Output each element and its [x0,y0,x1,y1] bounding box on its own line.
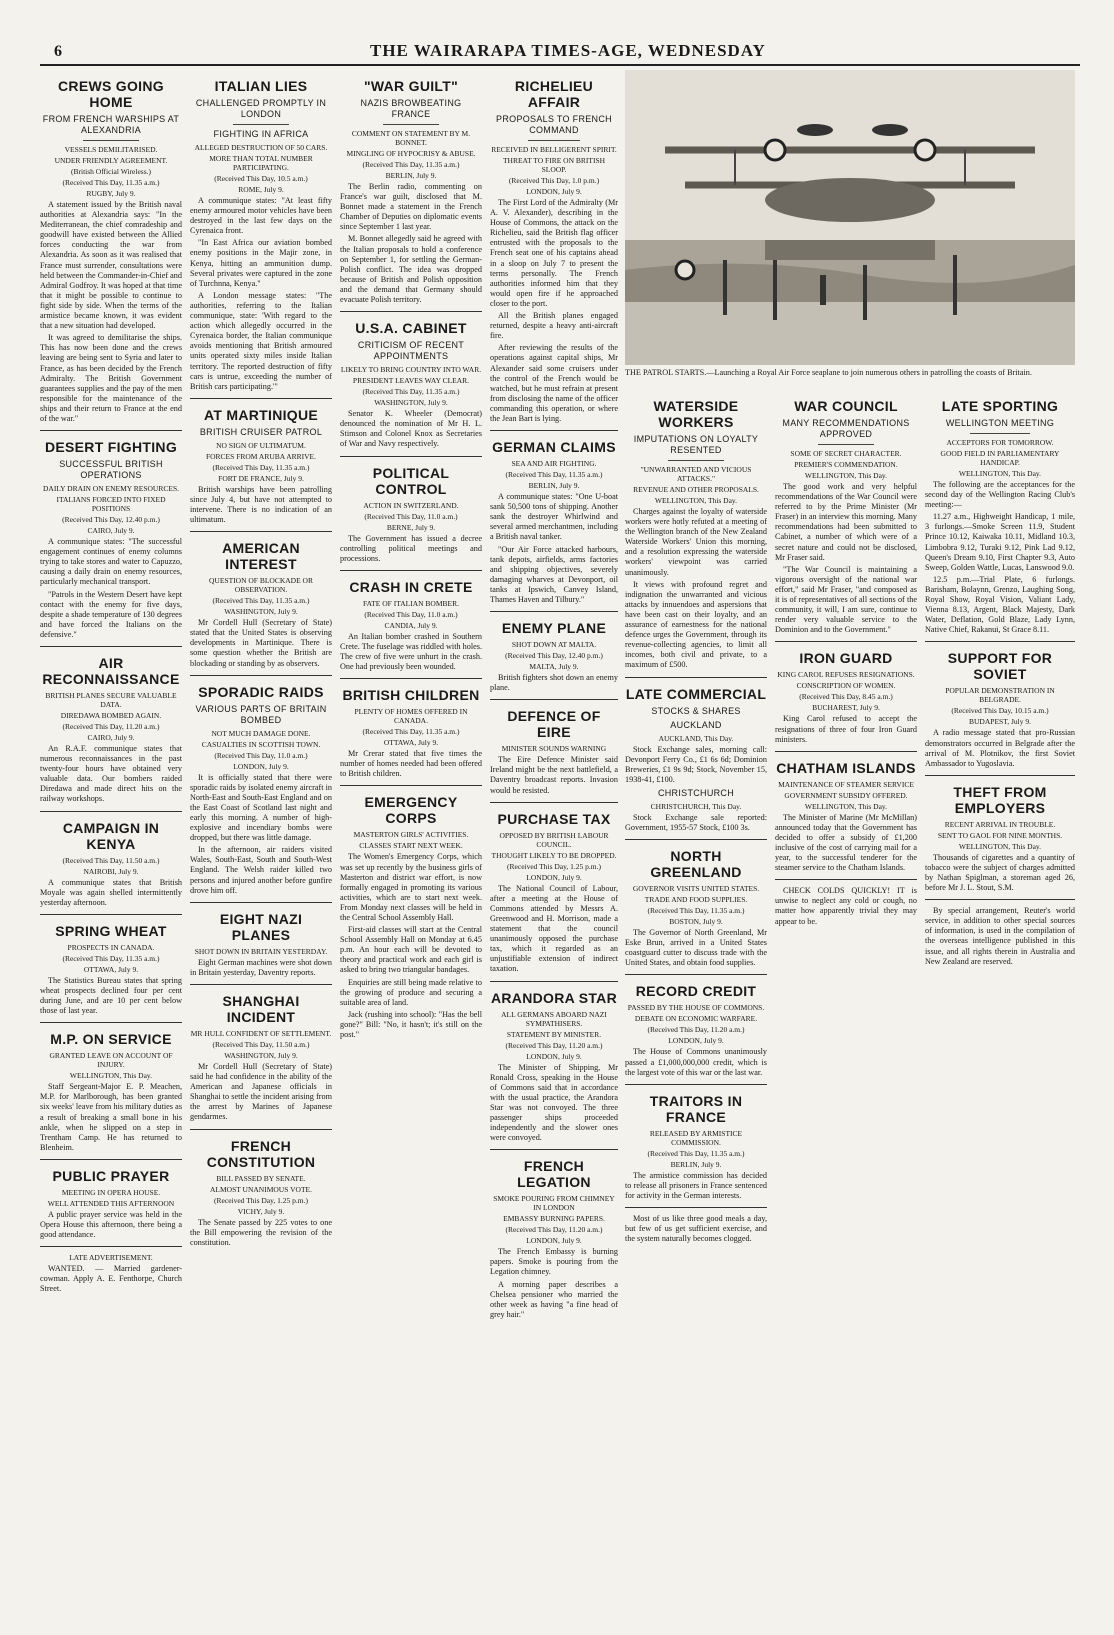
article-rule [40,1246,182,1247]
divider [233,124,290,125]
article-rule [925,775,1075,776]
dateline: VICHY, July 9. [237,1206,285,1216]
dateline: MALTA, July 9. [529,662,579,672]
headline-richelieu-affair: RICHELIEU AFFAIR [514,78,594,110]
dateline: FORT DE FRANCE, July 9. [218,473,304,483]
article-paragraph: It is officially stated that there were sporadic raids by isolated enemy aircraft in North-East and South-East England and on the East Coast of Scotland last night and early this morning. A number of high-explosive and incendiary bombs were dropped, but there was little damage. [190,772,332,843]
late-advertisement-heading: LATE ADVERTISEMENT. [69,1253,153,1263]
headline-waterside-workers: WATERSIDE WORKERS [653,398,739,430]
received-line: (Received This Day, 8.45 a.m.) [799,692,893,702]
received-line: (Received This Day, 11.20 a.m.) [62,722,160,731]
article-paragraph: The French Embassy is burning papers. Smoke is pouring from the Legation chimney. [490,1247,618,1277]
received-line: (Received This Day, 11.20 a.m.) [505,1225,603,1235]
headline-chatham-islands: CHATHAM ISLANDS [776,759,916,776]
subhead-small: PREMIER'S COMMENDATION. [794,460,898,469]
headline-sporadic-raids: SPORADIC RAIDS [198,683,324,700]
column-4 [490,70,618,1630]
article-paragraph: The Minister of Shipping, Mr Ronald Cross, speaking in the House of Commons said that in accordance with the usual practice, the Arandora Star was not convoyed. The three passenger ships proceeded independently and the slower ones were convoyed. [490,1062,618,1143]
subhead-small: FATE OF ITALIAN BOMBER. [363,598,459,608]
subhead: MANY RECOMMENDATIONS APPROVED [782,418,910,439]
subhead-small: CASUALTIES IN SCOTTISH TOWN. [201,739,321,749]
headline-late-sporting: LATE SPORTING [941,398,1059,414]
article-paragraph: An R.A.F. communique states that numerous reconnaissances in the past twenty-four hours have obtained very valuable data. Our bombers raided Diredawa and made direct hits on the railway workshops. [40,744,182,804]
article-paragraph: A communique states that British Moyale was again shelled intermittently yesterday afternoon. [40,877,182,907]
subhead-small: BILL PASSED BY SENATE. [216,1173,306,1183]
dateline: RUGBY, July 9. [86,189,136,198]
received-line: (Received This Day, 11.35 a.m.) [505,470,603,480]
divider [818,444,875,445]
classified-ad: WANTED. — Married gardener-cowman. Apply A. E. Fenthorpe, Church Street. [40,1264,182,1294]
article-rule [40,1159,182,1160]
article-paragraph: Jack (rushing into school): "Has the bell gone?" Bill: "No, it hasn't; it's still on the post." [340,1009,482,1040]
article-paragraph: All the British planes engaged returned, despite a heavy anti-aircraft fire. [490,311,618,341]
subhead-small: PROSPECTS IN CANADA. [67,942,155,952]
subhead-small: DAILY DRAIN ON ENEMY RESOURCES. [43,484,179,494]
received-line: (Received This Day, 11.0 a.m.) [364,511,458,521]
article-paragraph: A radio message stated that pro-Russian demonstrators occurred in Belgrade after the arrival of M. Plotnikov, the first Soviet Ambassador to Yugoslavia. [925,728,1075,768]
subhead-small: KING CAROL REFUSES RESIGNATIONS. [777,670,915,680]
subhead-small: GOVERNMENT SUBSIDY OFFERED. [784,790,908,800]
article-rule [340,456,482,457]
column-3 [340,70,482,1630]
headline-public-prayer: PUBLIC PRAYER [52,1167,170,1184]
article-paragraph: Mr Cordell Hull (Secretary of State) said he had confidence in the ability of the American and Japanese officials in Shanghai to settle the incident arising from the arrest by Marines of Japanese gendarmes. [190,1061,332,1122]
headline-enemy-plane: ENEMY PLANE [501,620,607,637]
subhead-small: MEETING IN OPERA HOUSE. [61,1187,161,1197]
headline-war-guilt: "WAR GUILT" [363,78,459,94]
article-paragraph: A statement issued by the British naval authorities at Alexandria says: "In the Mediterranean, the chief comradeship and goodwill have existed between the Allied forces conducting the war from Alexandria. As soon as it was realised that France must surrender, consultations were held between the Commander-in-Chief and Admiral Godfroy. It was hoped at that time that it might be possible to continue to fight side by side. When the terms of the armistice became known, it was evident that a new situation had developed. [40,200,182,331]
divider [383,124,440,125]
dateline: LONDON, July 9. [526,872,582,882]
article-paragraph: It was agreed to demilitarise the ships. This has now been done and the crews leaving are being sent to Syria and later to France, as has been decided by the French Admiralty. The British Government guarantees supplies and the pay of the men responsible for the maintenance of the ships and their return to France at the end of the war." [40,333,182,423]
subhead-small: SHOT DOWN AT MALTA. [511,640,597,650]
subhead-small: SEA AND AIR FIGHTING. [511,459,597,469]
article-paragraph: A London message states: "The authorities, referring to the Italian communique, state: 'With regard to the action which allegedly occurred in the Cyrenaica border, the Italian communique avoids mentioning that British armoured units operated sixty miles inside Italian territory. The reported destruction of fifty cars is untrue, exceeding the number of British cars participating.'" [190,290,332,391]
article-paragraph: Thousands of cigarettes and a quantity of tobacco were the subject of charges admitted by Nathan Spiglman, a storeman aged 26, before Mr J. L. Stout, S.M. [925,852,1075,893]
received-line: (Received This Day, 11.35 a.m.) [362,160,460,169]
article-paragraph: M. Bonnet allegedly said he agreed with the Italian proposals to hold a conference on September 1, for settling the German-Polish conflict. The idea was dropped because of British and Polish opposition and the demand that Germany should evacuate Polish territory. [340,234,482,305]
article-rule [340,678,482,679]
article-rule [190,1129,332,1130]
subhead-small: LIKELY TO BRING COUNTRY INTO WAR. [340,365,482,375]
copyright-notice: By special arrangement, Reuter's world service, in addition to other special sources of information, is used in the compilation of the overseas intelligence published in this issue, and all rights therein in Australia and New Zealand are reserved. [925,906,1075,966]
article-paragraph: After reviewing the results of the operations against capital ships, Mr Alexander said some cruisers under the control of the French would be watched, but he must refrain at present from disclosing the name of the officer commanding this operation, or where the Jean Bart is lying. [490,343,618,423]
headline-at-martinique: AT MARTINIQUE [203,406,319,423]
subhead: IMPUTATIONS ON LOYALTY RESENTED [633,434,759,455]
dateline: WELLINGTON, This Day. [958,841,1042,851]
article-paragraph: Senator K. Wheeler (Democrat) denounced the nomination of Mr H. L. Stimson and Colonel Knox as Secretaries of War and Navy respectively. [340,409,482,449]
dateline: WASHINGTON, July 9. [224,1050,298,1060]
dateline: WELLINGTON, This Day. [654,496,738,505]
received-line: (Received This Day, 11.50 a.m.) [62,855,160,865]
subhead-small: "UNWARRANTED AND VICIOUS ATTACKS." [640,465,752,483]
dateline: LONDON, July 9. [526,1051,582,1061]
dateline: BUDAPEST, July 9. [969,717,1031,727]
received-line: (Received This Day, 10.5 a.m.) [214,174,308,183]
subhead-small: ALL GERMANS ABOARD NAZI SYMPATHISERS. [501,1009,607,1028]
dateline: WELLINGTON, This Day. [804,801,888,811]
subhead: VARIOUS PARTS OF BRITAIN BOMBED [195,703,327,725]
headline-desert-fighting: DESERT FIGHTING [44,439,178,456]
subhead-small: RELEASED BY ARMISTICE COMMISSION. [649,1128,743,1147]
article-paragraph: British warships have been patrolling since July 4, but have not attempted to intervene. There is no indication of an ultimatum. [190,484,332,525]
received-line: (Received This Day, 11.35 a.m.) [647,906,745,916]
subhead-small: TRADE AND FOOD SUPPLIES. [644,895,748,905]
subhead-small: MR HULL CONFIDENT OF SETTLEMENT. [190,1028,332,1038]
article-rule [340,785,482,786]
article-rule [190,675,332,676]
received-line: (Received This Day, 11.50 a.m.) [212,1039,310,1049]
subhead-small: BRITISH PLANES SECURE VALUABLE DATA. [45,691,177,709]
received-line: (Received This Day, 10.15 a.m.) [951,706,1049,716]
column-1 [40,70,182,1630]
subhead-small: PRESIDENT LEAVES WAY CLEAR. [352,376,470,386]
divider [970,433,1030,434]
article-paragraph: The following are the acceptances for the second day of the Wellington Racing Club's meeting:— [925,480,1075,510]
received-line: (Received This Day, 1.25 p.m.) [214,1195,308,1205]
article-rule [340,570,482,571]
dateline: LONDON, July 9. [233,761,289,771]
subhead-small: PASSED BY THE HOUSE OF COMMONS. [627,1003,765,1013]
subhead-small: ALMOST UNANIMOUS VOTE. [209,1184,313,1194]
headline-crash-in-crete: CRASH IN CRETE [349,578,473,595]
article-paragraph: The Senate passed by 225 votes to one the Bill empowering the revision of the constitution. [190,1217,332,1247]
headline-support-for-soviet: SUPPORT FOR SOVIET [947,650,1053,683]
article-rule [190,398,332,399]
article-paragraph: The Berlin radio, commenting on France's war guilt, disclosed that M. Bonnet made a statement in the French Chamber of Deputies on diplomatic events since September 1 last year. [340,182,482,232]
subhead-small: NOT MUCH DAMAGE DONE. [211,728,311,738]
subhead-small: THOUGHT LIKELY TO BE DROPPED. [491,850,617,860]
column-7 [925,390,1075,1630]
article-rule [625,677,767,678]
dateline: WELLINGTON, This Day. [804,471,888,480]
subhead-small: MINISTER SOUNDS WARNING [501,744,607,754]
article-rule [40,811,182,812]
column-5 [625,390,767,1630]
headline-british-children: BRITISH CHILDREN [342,687,480,704]
article-paragraph: It views with profound regret and indignation the unwarranted and vicious attacks by innuendoes and aspersions that have been cast on their loyalty, and an assurance of earnestness for the national defence urges the Government, through its revenue-collecting agencies, to limit all incomes, both civil and private, to a maximum of £500. [625,579,767,670]
article-rule [625,974,767,975]
headline-purchase-tax: PURCHASE TAX [497,810,611,827]
article-rule [775,751,917,752]
headline-war-council: WAR COUNCIL [794,398,898,414]
divider [668,460,725,461]
article-paragraph: Stock Exchange sale reported: Government, 1955-57 Stock, £100 3s. [625,812,767,832]
article-paragraph: In the afternoon, air raiders visited Wales, South-East, South and South-West England. The Welsh raider killed two persons and injured another before gunfire drove him off. [190,845,332,895]
headline-political-control: POLITICAL CONTROL [372,464,450,497]
article-paragraph: Charges against the loyalty of waterside workers were hotly refuted at a meeting of the Wellington branch of the New Zealand Waterside Workers' Union this morning, and a resolution expressing the waterside workers' viewpoint was carried unanimously. [625,507,767,577]
dateline: ROME, July 9. [238,185,284,194]
subhead-small: ITALIANS FORCED INTO FIXED POSITIONS [56,495,166,514]
dateline: WELLINGTON, This Day. [69,1071,153,1081]
dateline: BERLIN, July 9. [670,1159,722,1169]
article-paragraph: The National Council of Labour, after a meeting at the House of Commons attended by Messrs A. Greenwood and H. Morrison, made a statement that the council unanimously opposed the purchase tax, which it regarded as an unjustifiable extension of indirect taxation. [490,883,618,974]
subhead-small: EMBASSY BURNING PAPERS. [503,1214,605,1224]
headline-shanghai-incident: SHANGHAI INCIDENT [222,992,300,1025]
dateline: CAIRO, July 9. [87,526,135,536]
article-paragraph: First-aid classes will start at the Central School Assembly Hall on Monday at 6.45 p.m. An hour each will be devoted to theory and practical work and each girl is asked to bring two triangular bandages. [340,925,482,975]
article-paragraph: "Our Air Force attacked harbours, tank depots, airfields, arms factories and shipping objectives, severely damaging wharves at Devonport, oil tanks at Ipswich, Canvey Island, Thames Haven and Tilbury." [490,544,618,604]
dateline: LONDON, July 9. [526,1236,582,1246]
subhead-small: OPPOSED BY BRITISH LABOUR COUNCIL. [499,830,609,849]
dateline: CAIRO, July 9. [87,733,135,742]
credit-line: (British Official Wireless.) [70,167,152,176]
subhead: AUCKLAND [670,719,722,730]
dateline: BUCHAREST, July 9. [812,703,880,713]
dateline: WASHINGTON, July 9. [374,398,448,408]
advertisement-paragraph: CHECK COLDS QUICKLY! IT is unwise to neglect any cold or cough, no matter how apparently trivial they may appear to be. [775,886,917,926]
subhead-small: FORCES FROM ARUBA ARRIVE. [205,451,317,461]
dateline: LONDON, July 9. [668,1036,724,1046]
received-line: (Received This Day, 11.35 a.m.) [647,1148,745,1158]
received-line: (Received This Day, 11.0 a.m.) [214,750,308,760]
headline-iron-guard: IRON GUARD [799,650,893,667]
dateline: WASHINGTON, July 9. [224,607,298,617]
dateline: BERLIN, July 9. [528,481,580,491]
subhead-small: QUESTION OF BLOCKADE OR OBSERVATION. [209,576,313,595]
article-paragraph: "The War Council is maintaining a vigorous oversight of the national war effort," said Mr Fraser, "and composed as it is of representatives of all sections of the community, it will, I am sure, continue to render very valuable service to the Dominion and to the Government." [775,564,917,635]
article-rule [40,646,182,647]
received-line: (Received This Day, 1.0 p.m.) [508,176,600,185]
headline-late-commercial: LATE COMMERCIAL [625,685,767,702]
article-rule [925,899,1075,900]
subhead-small: SENT TO GAOL FOR NINE MONTHS. [937,830,1063,840]
dateline: BERLIN, July 9. [385,171,437,180]
article-rule [190,902,332,903]
subhead-small: ACCEPTORS FOR TOMORROW. [946,438,1054,447]
subhead: PROPOSALS TO FRENCH COMMAND [496,114,612,135]
dateline: CANDIA, July 9. [384,620,438,630]
subhead: FROM FRENCH WARSHIPS AT ALEXANDRIA [42,114,180,135]
subhead-small: SOME OF SECRET CHARACTER. [790,449,902,458]
headline-defence-of-eire: DEFENCE OF EIRE [507,708,601,741]
subhead-small: VESSELS DEMILITARISED. [64,145,158,154]
article-rule [40,914,182,915]
subhead-small: ALLEGED DESTRUCTION OF 50 CARS. [194,143,328,152]
article-paragraph: The Eire Defence Minister said Ireland might be the next battlefield, a Daventry broadcast reports. Invasion would be resisted. [490,755,618,795]
received-line: (Received This Day, 12.40 p.m.) [62,515,160,525]
article-paragraph: The Minister of Marine (Mr McMillan) announced today that the Government has decided to offer a subsidy of £1,200 inclusive of the cost of carrying mail for a year, to the successful tenderer for the steamer service to the Chatham Islands. [775,812,917,873]
headline-campaign-in-kenya: CAMPAIGN IN KENYA [62,819,160,852]
article-paragraph: The House of Commons unanimously passed a £1,000,000,000 credit, which is the largest vote of this war or the last war. [625,1047,767,1077]
article-paragraph: King Carol refused to accept the resignations of three of four Iron Guard ministers. [775,714,917,744]
article-paragraph: A morning paper describes a Chelsea pensioner who married the other week as having "a fine head of grey hair." [490,1279,618,1319]
subhead: NAZIS BROWBEATING FRANCE [360,98,462,119]
subhead-small: DEBATE ON ECONOMIC WARFARE. [634,1014,758,1024]
subhead: CHALLENGED PROMPTLY IN LONDON [195,98,327,119]
dateline: CHRISTCHURCH, This Day. [650,801,742,811]
headline-air-reconnaissance: AIR RECONNAISSANCE [42,655,180,687]
received-line: (Received This Day, 11.20 a.m.) [647,1025,745,1035]
article-rule [190,984,332,985]
subhead-small: GRANTED LEAVE ON ACCOUNT OF INJURY. [49,1051,173,1070]
article-rule [490,430,618,431]
article-paragraph: The Women's Emergency Corps, which was set up recently by the business girls of Masterton and district war effort, is now formally engaged in promoting its various activities, which are to start next week. From Monday next classes will be held in the Central School Assembly Hall. [340,852,482,922]
article-rule [625,839,767,840]
page-number: 6 [54,43,62,60]
subhead-small: WELL ATTENDED THIS AFTERNOON [47,1198,175,1208]
article-paragraph: The Statistics Bureau states that spring wheat prospects declined four per cent during June, and are 10 per cent below those of last year. [40,975,182,1016]
newspaper-title: THE WAIRARAPA TIMES-AGE, WEDNESDAY [370,41,766,60]
dateline: OTTAWA, July 9. [83,964,139,974]
subhead-small: NO SIGN OF ULTIMATUM. [216,440,306,450]
article-paragraph: 12.5 p.m.—Trial Plate, 6 furlongs. Barisham, Bolaynn, Grenzo, Laughing Song, Royal Show, Royal Vision, Valiant Lady, Vienna 8.13, Argent, Black Majesty, Dark Water, Deflation, Gold Blaze, Lady Lynn, Native Chief, Rakanui, St Grace 8.11. [925,574,1075,635]
subhead-small: MINGLING OF HYPOCRISY & ABUSE. [346,149,476,158]
headline-eight-nazi-planes: EIGHT NAZI PLANES [219,910,303,943]
article-rule [490,802,618,803]
received-line: (Received This Day, 11.35 a.m.) [62,178,160,187]
article-paragraph: A communique states: "At least fifty enemy armoured motor vehicles have been destroyed in the last few days on the Cyrenaica front. [190,196,332,236]
article-paragraph: Stock Exchange sales, morning call: Devonport Ferry Co., £1 6s 6d; Dominion Breweries, £1 9s 9d; Stock, November 15, 1938-41, £100. [625,744,767,784]
article-paragraph: Eight German machines were shot down in Britain yesterday, Daventry reports. [190,957,332,977]
dateline: AUCKLAND, This Day. [658,733,734,743]
subhead-small: ACTION IN SWITZERLAND. [363,500,459,510]
subhead-small: THREAT TO FIRE ON BRITISH SLOOP. [502,156,606,174]
dateline: BERNE, July 9. [386,522,436,532]
article-paragraph: The good work and very helpful recommendations of the War Council were referred to by the Prime Minister (Mr Fraser) in an interview this morning. Many recommendations had been submitted to Cabinet, a number of which were of a secret nature and could not be disclosed, Mr Fraser said. [775,482,917,562]
article-paragraph: The Government has issued a decree controlling political meetings and processions. [340,533,482,563]
subhead: BRITISH CRUISER PATROL [199,426,323,437]
subhead-small: STATEMENT BY MINISTER. [506,1029,602,1039]
article-rule [490,699,618,700]
article-rule [340,311,482,312]
article-rule [40,1022,182,1023]
subhead: CRITICISM OF RECENT APPOINTMENTS [357,340,465,362]
headline-traitors-in-france: TRAITORS IN FRANCE [649,1092,743,1125]
article-paragraph: A communique states: "The successful engagement continues of enemy columns trying to take stores and water to Capuzzo, causing a daily drain on enemy resources, particularly mechanical transport. [40,537,182,587]
headline-north-greenland: NORTH GREENLAND [650,848,742,881]
subhead-small: GOVERNOR VISITS UNITED STATES. [632,884,760,894]
headline-usa-cabinet: U.S.A. CABINET [355,320,467,337]
dateline: OTTAWA, July 9. [383,738,439,748]
subhead-small: REVENUE AND OTHER PROPOSALS. [633,485,759,494]
headline-record-credit: RECORD CREDIT [635,983,757,1000]
subhead: STOCKS & SHARES [651,705,741,716]
headline-american-interest: AMERICAN INTEREST [222,540,300,573]
headline-emergency-corps: EMERGENCY CORPS [364,794,458,827]
received-line: (Received This Day, 11.0 a.m.) [364,609,458,619]
subhead-small: COMMENT ON STATEMENT BY M. BONNET. [351,129,471,147]
subhead-small: SMOKE POURING FROM CHIMNEY IN LONDON [493,1194,615,1213]
headline-italian-lies: ITALIAN LIES [214,78,308,94]
advertisement-paragraph: Most of us like three good meals a day, but few of us get sufficient exercise, and the system naturally becomes clogged. [625,1214,767,1244]
subhead-small: CONSCRIPTION OF WOMEN. [796,681,896,691]
article-paragraph: "In East Africa our aviation bombed enemy positions in the Majir zone, in Kenya, hitting an ammunition dump. Several privates were captured in the zone of Turchnna, Kenya." [190,238,332,288]
dateline: BOSTON, July 9. [669,917,723,927]
seaplane-photo [625,70,1075,365]
masthead [40,38,1080,62]
dateline: WELLINGTON, This Day. [958,469,1042,478]
subhead-small: MASTERTON GIRLS' ACTIVITIES. [353,830,469,840]
subhead-small: POPULAR DEMONSTRATION IN BELGRADE. [945,686,1055,705]
photo-caption: THE PATROL STARTS.—Launching a Royal Air Force seaplane to join numerous others in patrolling the coasts of Britain. [625,368,1032,377]
headline-arandora-star: ARANDORA STAR [490,989,617,1006]
article-paragraph: A public prayer service was held in the Opera House this afternoon, there being a good attendance. [40,1209,182,1240]
article-rule [490,611,618,612]
headline-german-claims: GERMAN CLAIMS [492,439,616,456]
article-paragraph: A communique states: "One U-boat sank 50,500 tons of shipping. Another sank the destroyer Whirlwind and several armed merchantmen, including a British naval tanker. [490,492,618,542]
subhead-small: CLASSES START NEXT WEEK. [359,841,463,851]
article-paragraph: The Governor of North Greenland, Mr Eske Brun, arrived in a United States coastguard cutter to discuss trade with the United States, and obtain food supplies. [625,928,767,968]
article-paragraph: Staff Sergeant-Major E. P. Meachen, M.P. for Marlborough, has been granted six weeks' leave from his military duties as a result of breaking a small bone in his ankle, when he slipped on a step in Trentham Camp. He has returned to Blenheim. [40,1082,182,1152]
article-rule [40,430,182,431]
divider [83,140,140,141]
received-line: (Received This Day, 1.25 p.m.) [507,861,601,871]
article-rule [925,641,1075,642]
article-rule [775,879,917,880]
received-line: (Received This Day, 11.35 a.m.) [212,596,310,606]
subhead-small: DIREDAWA BOMBED AGAIN. [60,711,162,720]
article-paragraph: An Italian bomber crashed in Southern Crete. The fuselage was riddled with holes. The crew of five were unhurt in the crash. One had previously been wounded. [340,631,482,672]
headline-crews-going-home: CREWS GOING HOME [58,78,164,110]
subhead-small: SHOT DOWN IN BRITAIN YESTERDAY. [194,946,328,956]
received-line: (Received This Day, 11.35 a.m.) [212,462,310,472]
headline-theft-from-employers: THEFT FROM EMPLOYERS [953,783,1047,816]
subhead-small: MAINTENANCE OF STEAMER SERVICE [778,779,914,789]
article-rule [490,1149,618,1150]
article-paragraph: Enquiries are still being made relative to the growing of produce and securing a suitable area of land. [340,977,482,1007]
received-line: (Received This Day, 11.20 a.m.) [505,1040,603,1050]
subhead-small: GOOD FIELD IN PARLIAMENTARY HANDICAP. [940,449,1060,467]
masthead-rule [40,64,1080,66]
dateline: NAIROBI, July 9. [83,866,139,876]
column-2 [190,70,332,1630]
article-paragraph: "Patrols in the Western Desert have kept contact with the enemy for five days, despite a shade temperature of 130 degrees and have forced the Italians on the defensive." [40,589,182,639]
headline-spring-wheat: SPRING WHEAT [55,922,167,939]
headline-french-legation: FRENCH LEGATION [517,1158,591,1191]
article-paragraph: The First Lord of the Admiralty (Mr A. V. Alexander), describing in the House of Commons, the attack on the Richelieu, said the British flag officer entrusted with the proposals to the French seat one of his captains ahead in a sloop on July 7 to present the terms personally. The French authorities informed him that they would open fire if he approached closer to the port. [490,198,618,308]
article-paragraph: Mr Cordell Hull (Secretary of State) stated that the United States is observing developments in Martinique. There is some question whether the British are blockading or standing by as observers. [190,618,332,668]
seaplane-illustration [625,70,1075,365]
subhead: SUCCESSFUL BRITISH OPERATIONS [59,459,163,481]
article-paragraph: The armistice commission has decided to release all prisoners in France sentenced for activity in the German interests. [625,1170,767,1200]
article-paragraph: 11.27 a.m., Highweight Handicap, 1 mile, 3 furlongs.—Smoke Screen 11.9, Student Prince 10.12, Kaiwaka 10.11, Midland 10.3, Limbobra 9.12, Turaki 9.12, Pink Lad 9.12, Queen's Dream 9.10, First Chapter 9.3, Auto Sweep, Golden Wattle, Lucas, Lanswood 9.0. [925,512,1075,572]
article-rule [625,1084,767,1085]
column-6 [775,390,917,1630]
subhead-small: RECENT ARRIVAL IN TROUBLE. [944,819,1056,829]
received-line: (Received This Day, 12.40 p.m.) [505,651,603,661]
subhead-small: UNDER FRIENDLY AGREEMENT. [54,156,168,165]
subhead-small: PLENTY OF HOMES OFFERED IN CANADA. [354,707,468,726]
subhead: FIGHTING IN AFRICA [213,129,309,139]
headline-french-constitution: FRENCH CONSTITUTION [206,1137,316,1170]
dateline: LONDON, July 9. [526,187,582,196]
subhead-christchurch: CHRISTCHURCH [657,787,735,798]
article-paragraph: British fighters shot down an enemy plane. [490,673,618,693]
received-line: (Received This Day, 11.35 a.m.) [362,727,460,737]
article-rule [190,531,332,532]
subhead-small: MORE THAN TOTAL NUMBER PARTICIPATING. [209,154,313,172]
received-line: (Received This Day, 11.35 a.m.) [362,387,460,397]
article-paragraph: Mr Crerar stated that five times the number of homes needed had been offered to British children. [340,749,482,779]
subhead: WELLINGTON MEETING [945,418,1055,428]
article-rule [625,1207,767,1208]
received-line: (Received This Day, 11.35 a.m.) [62,953,160,963]
article-rule [775,641,917,642]
article-rule [490,981,618,982]
headline-mp-on-service: M.P. ON SERVICE [50,1031,172,1048]
subhead-small: RECEIVED IN BELLIGERENT SPIRIT. [491,145,617,154]
divider [528,140,579,141]
